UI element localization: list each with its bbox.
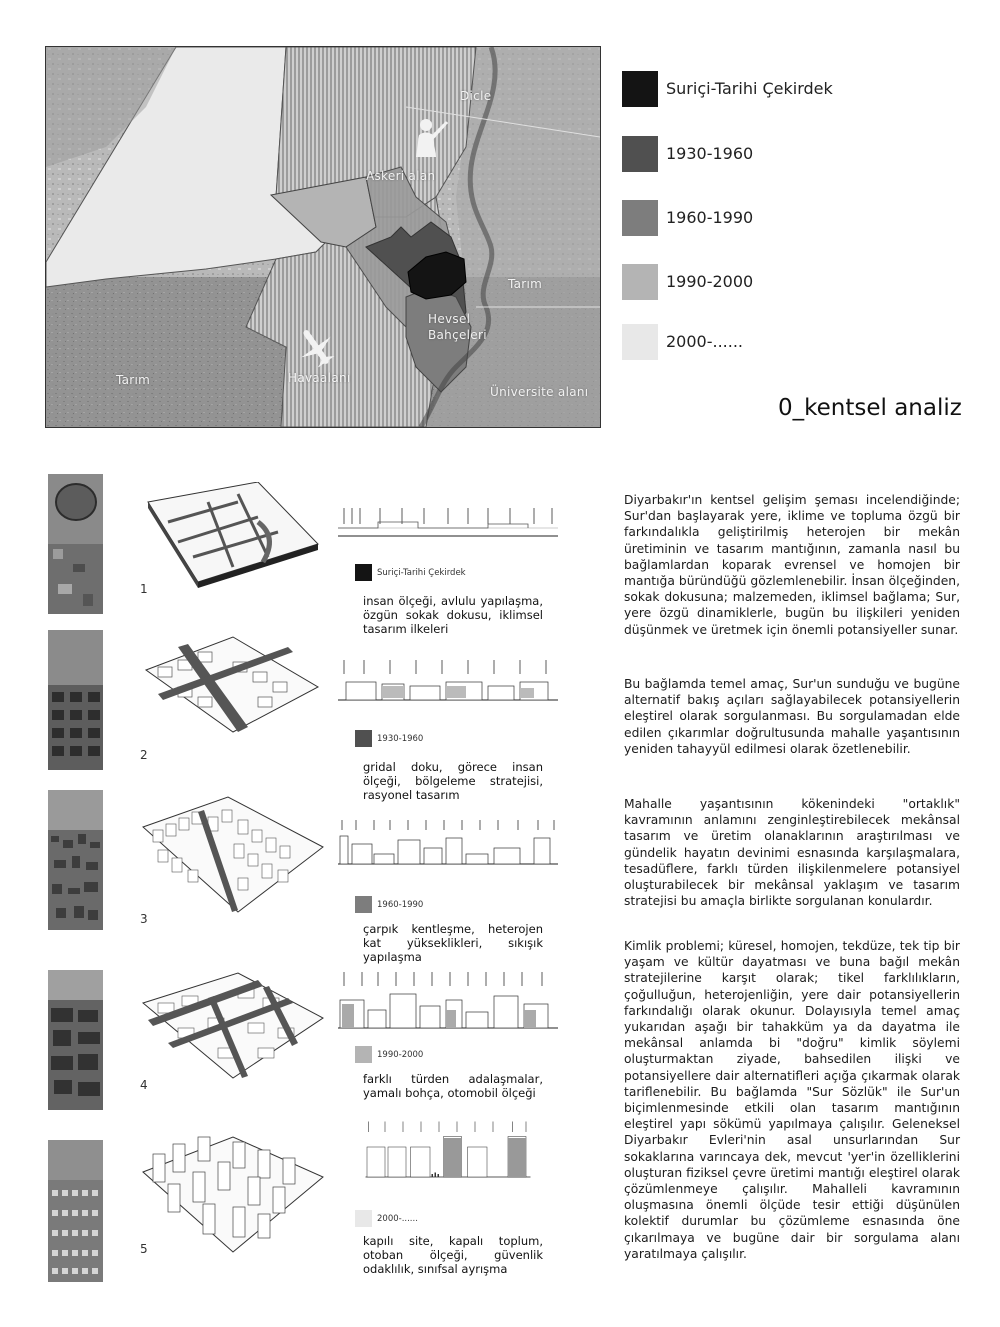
- period-description: insan ölçeği, avlulu yapılaşma, özgün sokak dokusu, iklimsel tasarım ilkeleri: [363, 594, 543, 636]
- period-label: Suriçi-Tarihi Çekirdek: [377, 568, 466, 578]
- axonometric-drawing: [138, 968, 328, 1093]
- period-label: 1930-1960: [377, 734, 424, 744]
- period-swatch: [355, 896, 372, 913]
- section-drawing: [338, 500, 558, 560]
- legend-swatch: [622, 136, 658, 172]
- row-number: 5: [140, 1242, 148, 1256]
- legend-label: 1960-1990: [666, 208, 754, 227]
- section-drawing: [338, 658, 558, 718]
- legend-label: 2000-......: [666, 332, 744, 351]
- aerial-photo: [48, 474, 103, 614]
- legend-label: Suriçi-Tarihi Çekirdek: [666, 79, 833, 98]
- map-label-hevsel: Hevsel Bahçeleri: [428, 312, 487, 342]
- legend-swatch: [622, 200, 658, 236]
- row-number: 1: [140, 582, 148, 596]
- axonometric-drawing: [138, 792, 328, 917]
- map-drawing: [46, 47, 600, 427]
- period-swatch: [355, 1210, 372, 1227]
- period-swatch: [355, 730, 372, 747]
- row-number: 4: [140, 1078, 148, 1092]
- row-number: 2: [140, 748, 148, 762]
- period-swatch: [355, 1046, 372, 1063]
- map-label-dicle: Dicle: [460, 89, 492, 103]
- body-paragraph: Kimlik problemi; küresel, homojen, tekdüze, tek tip bir yaşam ve kültür dayatması ve buna bağıl mekân stratejilerine karşıt olarak; tikel farklılıkların, çoğulluğun, heterojenliğin, yere dair potansiyellerin farkındalığı olarak okunur. Dolayısıyla temel amaç yukarıdan aşağı bir tahakküm ya da dayatma ile mekânsal anlamda bi "doğru" kimlik söylemi oluşturmaktan ziyade, bahsedilen ilişki ve potansiyellere dair alternatifleri açığa çıkarmak olarak tariflenebilir. Bu bağlamda "Sur Sözlük" ile Sur'un biçimlenmesinde etkili olan tasarım mantığının eleştirel yapı sökümü yapılmaya çalışılır. Geleneksel Diyarbakır Evleri'nin asal unsurlarından Sur sokaklarına varıncaya dek, mevcut 'yer'in özelliklerini oluşturan fiziksel çevre üretimi mantığı eleştirel olarak çözümlenmeye çalışılır. Mahalleli kavramının oluşmasına önemli ölçüde tesir ettiği düşünülen kolektif durumlar bu çözümleme esnasında öne çıkarılmaya ve bugüne dair bir sorgulama alanı yaratılmaya çalışılır.: [624, 939, 960, 1261]
- legend-swatch: [622, 324, 658, 360]
- period-description: farklı türden adalaşmalar, yamalı bohça, otomobil ölçeği: [363, 1072, 543, 1100]
- map-label-havaalani: Havaalanı: [288, 371, 351, 385]
- legend-swatch: [622, 71, 658, 107]
- period-label: 1960-1990: [377, 900, 424, 910]
- period-label: 2000-......: [377, 1214, 418, 1224]
- period-description: gridal doku, görece insan ölçeği, bölgeleme stratejisi, rasyonel tasarım: [363, 760, 543, 802]
- page-title: 0_kentsel analiz: [778, 395, 962, 421]
- period-description: çarpık kentleşme, heterojen kat yükseklikleri, sıkışık yapılaşma: [363, 922, 543, 964]
- axonometric-drawing: [138, 1132, 328, 1257]
- urban-development-map: [45, 46, 601, 428]
- aerial-photo: [48, 1140, 103, 1282]
- period-description: kapılı site, kapalı toplum, otoban ölçeği, güvenlik odaklılık, sınıfsal ayrışma: [363, 1234, 543, 1276]
- legend-label: 1990-2000: [666, 272, 754, 291]
- map-label-tarim-left: Tarım: [116, 373, 151, 387]
- body-paragraph: Diyarbakır'ın kentsel gelişim şeması incelendiğinde; Sur'dan başlayarak yere, iklime ve topluma özgü bir farkındalıkla geliştirilmiş heterojen bir mekân üretiminin ve tasarım mantığının, zamanla nasıl bu bağlamlardan koparak evrensel ve homojen bir mantığa büründüğü gözlemlenebilir. İnsan ölçeğinden, sokak dokusuna; malzemeden, iklimsel bağlama; Sur, yere özgü dinamiklerle, bugün bu ilişkileri yeniden düşünmek ve üretmek için önemli potansiyeller sunar.: [624, 493, 960, 637]
- axonometric-drawing: [138, 632, 328, 757]
- aerial-photo: [48, 970, 103, 1110]
- map-label-askeri: Askeri alan: [366, 169, 436, 183]
- section-drawing: [338, 1120, 558, 1180]
- row-number: 3: [140, 912, 148, 926]
- axonometric-drawing: [138, 482, 328, 607]
- map-label-universite: Üniversite alanı: [490, 385, 589, 399]
- section-drawing: [338, 970, 558, 1030]
- period-label: 1990-2000: [377, 1050, 424, 1060]
- body-paragraph: Mahalle yaşantısının kökenindeki "ortaklık" kavramının anlamını zenginleştirebilecek mekânsal tasarım ve üretim olanaklarının araştırılması ve gündelik hayatın devinimi esnasında karşılaşmalara, tesadüflere, farklı türden ilişkilenmelere potansiyel oluşturabilecek bir mekânsal yaklaşım ve tasarım stratejisi bu amaçla birlikte sorgulanan konulardır.: [624, 797, 960, 909]
- aerial-photo: [48, 790, 103, 930]
- legend-swatch: [622, 264, 658, 300]
- legend-label: 1930-1960: [666, 144, 754, 163]
- body-paragraph: Bu bağlamda temel amaç, Sur'un sunduğu ve bugüne alternatif bakış açıları sağlayabilecek potansiyellerin eleştirel olarak sorgulanması. Bu sorgulamadan elde edilen çıkarımlar doğrultusunda mahalle yaşantısının yeniden tahayyül edilmesi olarak özetlenebilir.: [624, 677, 960, 756]
- section-drawing: [338, 818, 558, 878]
- aerial-photo: [48, 630, 103, 770]
- map-label-tarim-right: Tarım: [508, 277, 543, 291]
- period-swatch: [355, 564, 372, 581]
